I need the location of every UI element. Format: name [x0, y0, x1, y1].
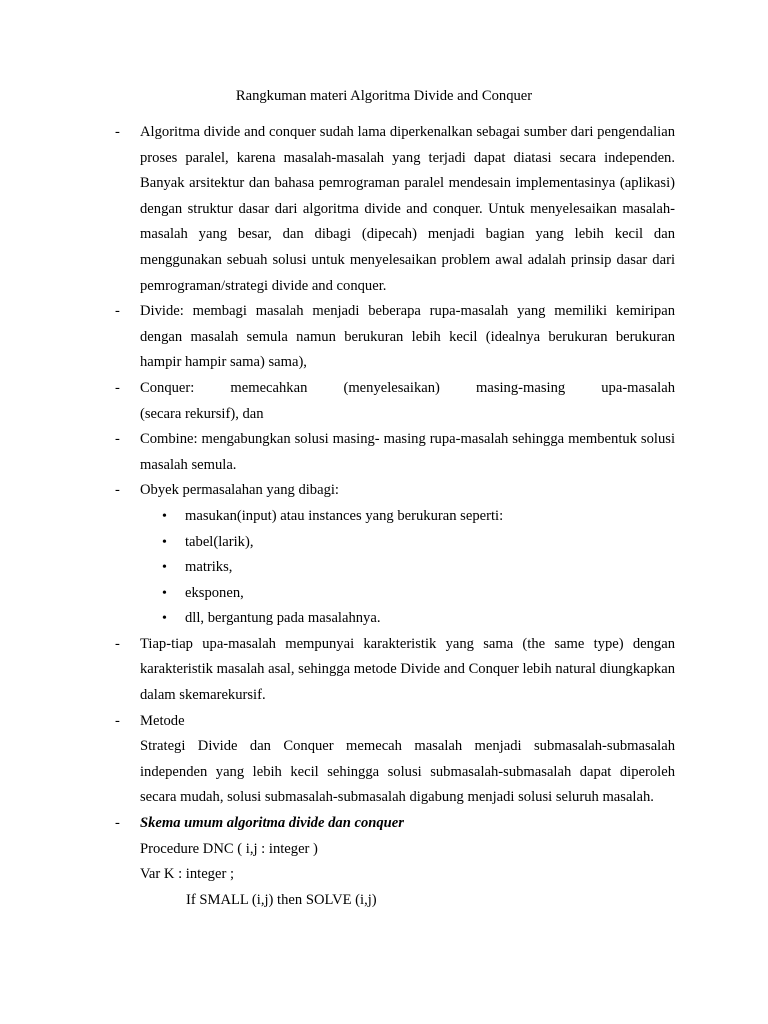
list-item-intro	[115, 120, 675, 299]
document-body	[115, 120, 675, 913]
bullet-item	[159, 581, 675, 607]
bullet-text: eksponen,	[185, 584, 244, 601]
bullet-dot: •	[162, 534, 167, 550]
dash-marker: -	[115, 431, 120, 448]
bullet-text: masukan(input) atau instances yang berukuran seperti:	[185, 507, 504, 524]
paragraph-intro: Algoritma divide and conquer sudah lama diperkenalkan sebagai sumber dari pengendalian proses paralel, karena masalah-masalah yang terjadi dapat diatasi secara independen. Banyak arsitektur dan bahasa pemrograman paralel mendesain implementasinya (aplikasi) dengan struktur dasar dari algoritma divide and conquer. Untuk menyelesaikan masalah-masalah yang besar, dan dibagi (dipecah) menjadi bagian yang lebih kecil dan menggunakan sebuah solusi untuk menyelesaikan problem awal adalah prinsip dasar dari pemrograman/strategi divide and conquer.	[140, 124, 675, 294]
paragraph-conquer-line2: (secara rekursif), dan	[140, 405, 264, 422]
bullet-item	[159, 555, 675, 581]
bullet-item	[159, 504, 675, 530]
paragraph-method: Strategi Divide dan Conquer memecah masalah menjadi submasalah-submasalah independen yang lebih kecil sehingga solusi submasalah-submasalah dapat diperoleh secara mudah, solusi submasalah-submasalah digabung menjadi solusi seluruh masalah.	[140, 738, 675, 806]
dash-marker: -	[115, 124, 120, 140]
paragraph-divide: Divide: membagi masalah menjadi beberapa rupa-masalah yang memiliki kemiripan dengan masalah semula namun berukuran lebih kecil (idealnya berukuran berukuran hampir hampir sama) sama),	[140, 303, 675, 371]
bullet-text: dll, bergantung pada masalahnya.	[185, 610, 381, 627]
dash-marker: -	[115, 635, 120, 652]
scheme-heading: Skema umum algoritma divide dan conquer	[140, 815, 404, 832]
bullet-dot: •	[162, 560, 167, 576]
dash-marker: -	[115, 712, 120, 729]
paragraph-objects: Obyek permasalahan yang dibagi:	[140, 482, 339, 499]
bullet-dot: •	[162, 585, 167, 601]
list-item-combine	[115, 427, 675, 478]
paragraph-combine: Combine: mengabungkan solusi masing- masing rupa-masalah sehingga membentuk solusi masalah semula.	[140, 431, 675, 473]
list-item-objects	[115, 478, 675, 632]
list-item-conquer	[115, 376, 675, 427]
method-label: Metode	[140, 712, 185, 729]
paragraph-characteristics: Tiap-tiap upa-masalah mempunyai karakteristik yang sama (the same type) dengan karakteristik masalah asal, sehingga metode Divide and Conquer lebih natural diungkapkan dalam skemarekursif.	[140, 635, 675, 704]
paragraph-conquer-line1: Conquer: memecahkan (menyelesaikan) masing-masing upa-masalah	[140, 379, 675, 396]
dash-marker: -	[115, 482, 120, 499]
list-item-divide	[115, 299, 675, 376]
code-line: Var K : integer ;	[140, 866, 235, 883]
list-item-scheme	[115, 811, 675, 913]
dash-marker: -	[115, 815, 120, 832]
list-item-characteristics	[115, 632, 675, 709]
bullet-dot: •	[162, 508, 167, 524]
bullet-text: tabel(larik),	[185, 533, 254, 550]
list-item-method	[115, 709, 675, 811]
code-line: Procedure DNC ( i,j : integer )	[140, 840, 318, 857]
bullet-item	[159, 530, 675, 556]
bullet-text: matriks,	[185, 559, 233, 576]
bullet-list	[140, 504, 675, 632]
dash-marker: -	[115, 303, 120, 320]
code-line: If SMALL (i,j) then SOLVE (i,j)	[186, 891, 377, 908]
dash-marker: -	[115, 379, 120, 396]
document-title: Rangkuman materi Algoritma Divide and Conquer	[235, 88, 533, 104]
bullet-item	[159, 606, 675, 632]
bullet-dot: •	[162, 611, 167, 627]
